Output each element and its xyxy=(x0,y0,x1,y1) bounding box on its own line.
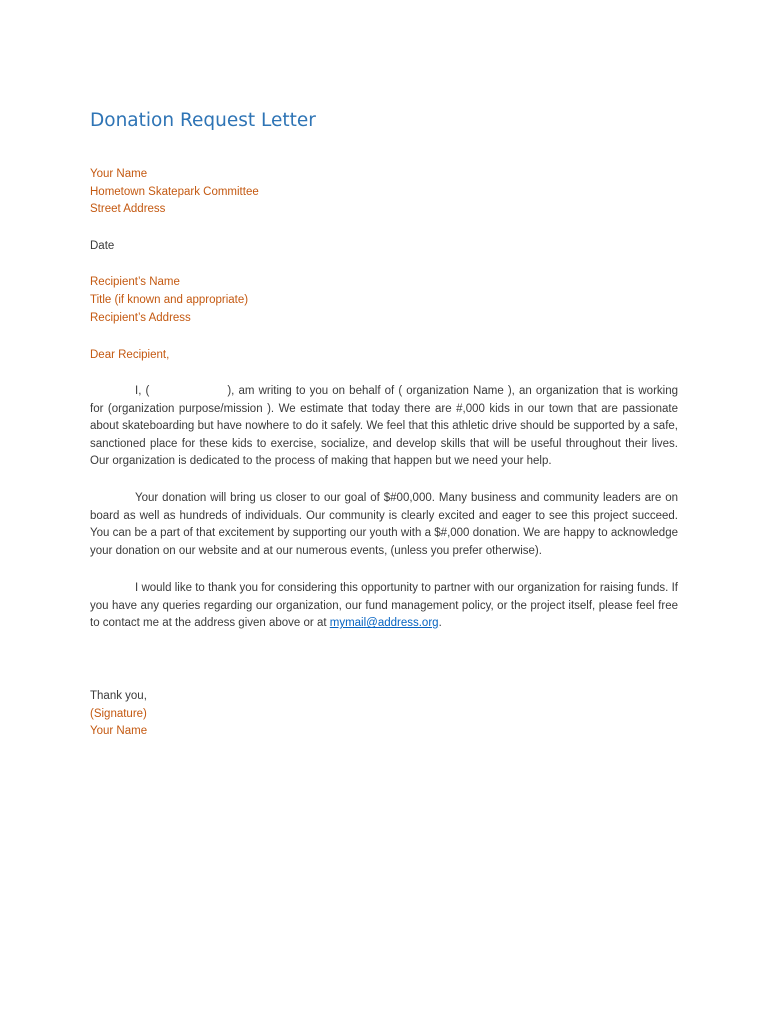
sender-name: Your Name xyxy=(90,168,148,180)
body-paragraph-2: Your donation will bring us closer to our goal of $#00,000. Many business and community leaders are on board as well as hundreds of individuals. Our community is clearly excited and eager to see this project succeed. You can be a part of that excitement by supporting our youth with a $#,000 donation. We are happy to acknowledge your donation on our website and at our numerous events, (unless you prefer otherwise). xyxy=(90,492,678,557)
closing: Thank you, xyxy=(90,690,147,702)
paragraph-1-text: ), am writing to you on behalf of ( organization Name ), an organization that is working for (organization purpose/mission ). We estimate that today there are #,000 kids in our town that are passionate about skateboarding but have nowhere to do it safely. We feel that this athletic drive should be supported by a safe, sanctioned place for these kids to exercise, socialize, and develop skills that will be useful throughout their lives. Our organization is dedicated to the process of making that happen but we need your help. xyxy=(90,385,678,468)
sender-organization: Hometown Skatepark Committee xyxy=(90,186,259,198)
recipient-address: Recipient’s Address xyxy=(90,312,191,324)
recipient-name: Recipient’s Name xyxy=(90,276,180,288)
paragraph-3-text: I would like to thank you for considering this opportunity to partner with our organization for raising funds. If you have any queries regarding our organization, our fund management policy, or the project itself, please feel free to contact me at the address given above or at xyxy=(90,582,678,630)
email-link[interactable]: mymail@address.org xyxy=(329,617,439,630)
paragraph-1-lead: I, ( xyxy=(135,385,150,397)
sender-street-address: Street Address xyxy=(90,203,166,215)
signature: (Signature) xyxy=(90,708,147,720)
document-title: Donation Request Letter xyxy=(90,110,316,131)
paragraph-3-end: . xyxy=(438,617,442,630)
recipient-title: Title (if known and appropriate) xyxy=(90,294,249,306)
closing-name: Your Name xyxy=(90,725,148,737)
body-paragraph-3 xyxy=(90,580,678,633)
letter-date: Date xyxy=(90,240,115,252)
salutation: Dear Recipient, xyxy=(90,349,170,361)
body-paragraph-1 xyxy=(90,383,678,471)
